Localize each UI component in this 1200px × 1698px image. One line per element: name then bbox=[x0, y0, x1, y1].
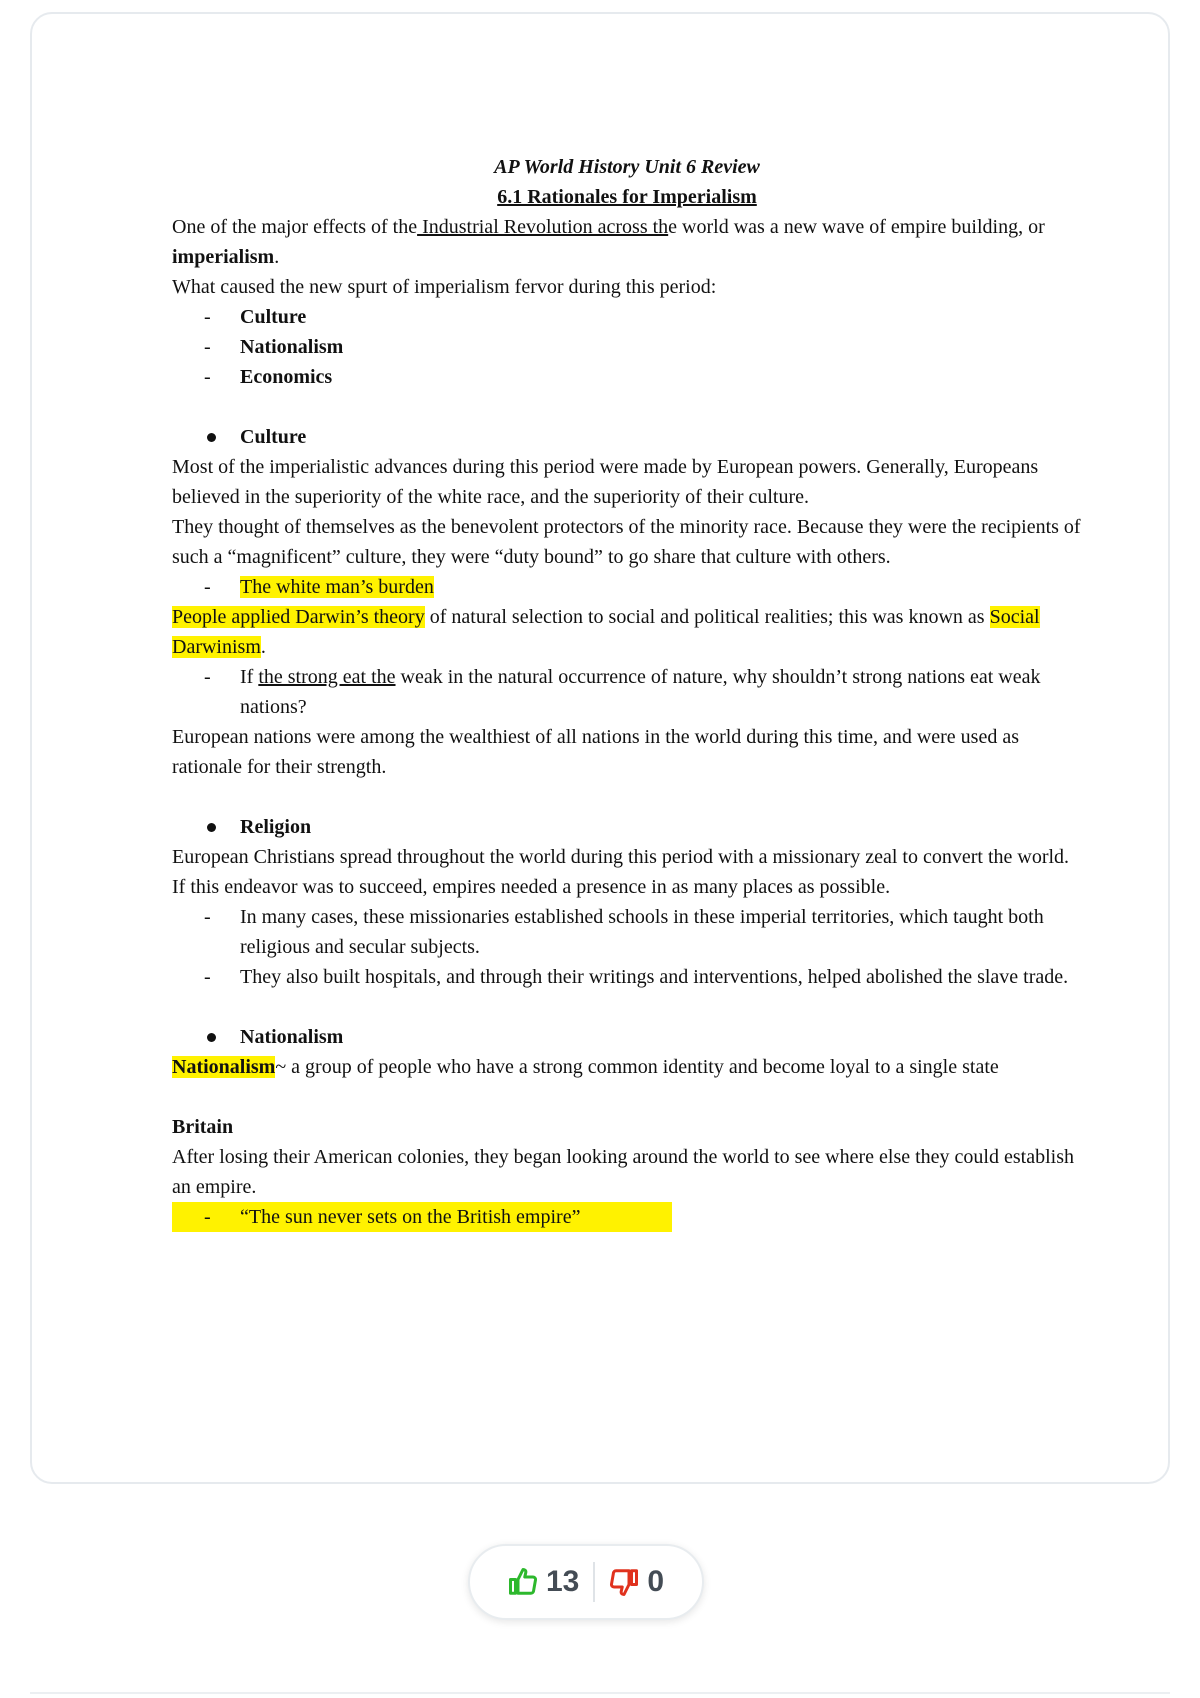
thumbs-down-icon bbox=[609, 1567, 639, 1597]
downvote-button[interactable] bbox=[595, 1565, 678, 1599]
downvote-count: 0 bbox=[647, 1565, 665, 1598]
document-card bbox=[30, 12, 1170, 1484]
britain-heading: Britain bbox=[172, 1116, 234, 1138]
britain-paragraph: After losing their American colonies, they began looking around the world to see where else they could establish an empire. bbox=[172, 1146, 1074, 1198]
list-item: - Nationalism bbox=[172, 332, 1082, 362]
religion-paragraph: European Christians spread throughout the world during this period with a missionary zeal to convert the world. If this endeavor was to succeed, empires needed a presence in as many places as possible. bbox=[172, 846, 1070, 898]
vote-widget bbox=[468, 1544, 704, 1620]
nationalism-definition: Nationalism~ a group of people who have a strong common identity and become loyal to a single state bbox=[172, 1056, 999, 1078]
culture-paragraph: They thought of themselves as the benevolent protectors of the minority race. Because they were the recipients of such a “magnificent” culture, they were “duty bound” to go share that culture with others. bbox=[172, 516, 1081, 568]
culture-paragraph: European nations were among the wealthiest of all nations in the world during this time, and were used as rationale for their strength. bbox=[172, 726, 1020, 778]
list-item: - In many cases, these missionaries established schools in these imperial territories, which taught both religious and secular subjects. bbox=[172, 902, 1082, 962]
divider bbox=[30, 1692, 1170, 1694]
nationalism-heading: Nationalism bbox=[172, 1022, 1082, 1052]
document-title: AP World History Unit 6 Review bbox=[494, 156, 760, 178]
list-item: - If the strong eat the weak in the natural occurrence of nature, why shouldn’t strong nations eat weak nations? bbox=[172, 662, 1082, 722]
list-item: - They also built hospitals, and through their writings and interventions, helped abolished the slave trade. bbox=[172, 962, 1082, 992]
upvote-button[interactable] bbox=[494, 1565, 593, 1599]
list-item: - “The sun never sets on the British empire” bbox=[172, 1202, 672, 1232]
culture-paragraph: Most of the imperialistic advances during this period were made by European powers. Generally, Europeans believed in the superiority of the white race, and the superiority of their culture. bbox=[172, 456, 1039, 508]
list-item: - Culture bbox=[172, 302, 1082, 332]
list-item: - Economics bbox=[172, 362, 1082, 392]
document-page bbox=[172, 152, 1082, 1232]
thumbs-up-icon bbox=[508, 1567, 538, 1597]
religion-heading: Religion bbox=[172, 812, 1082, 842]
culture-heading: Culture bbox=[172, 422, 1082, 452]
upvote-count: 13 bbox=[545, 1565, 580, 1598]
list-item: - The white man’s burden bbox=[172, 572, 1082, 602]
intro-paragraph: One of the major effects of the Industrial Revolution across the world was a new wave of empire building, or imperialism. bbox=[172, 216, 1045, 268]
section-title: 6.1 Rationales for Imperialism bbox=[497, 186, 757, 208]
social-darwinism-paragraph: People applied Darwin’s theory of natural selection to social and political realities; this was known as Social Darwinism. bbox=[172, 606, 1040, 658]
intro-question: What caused the new spurt of imperialism fervor during this period: bbox=[172, 276, 717, 298]
